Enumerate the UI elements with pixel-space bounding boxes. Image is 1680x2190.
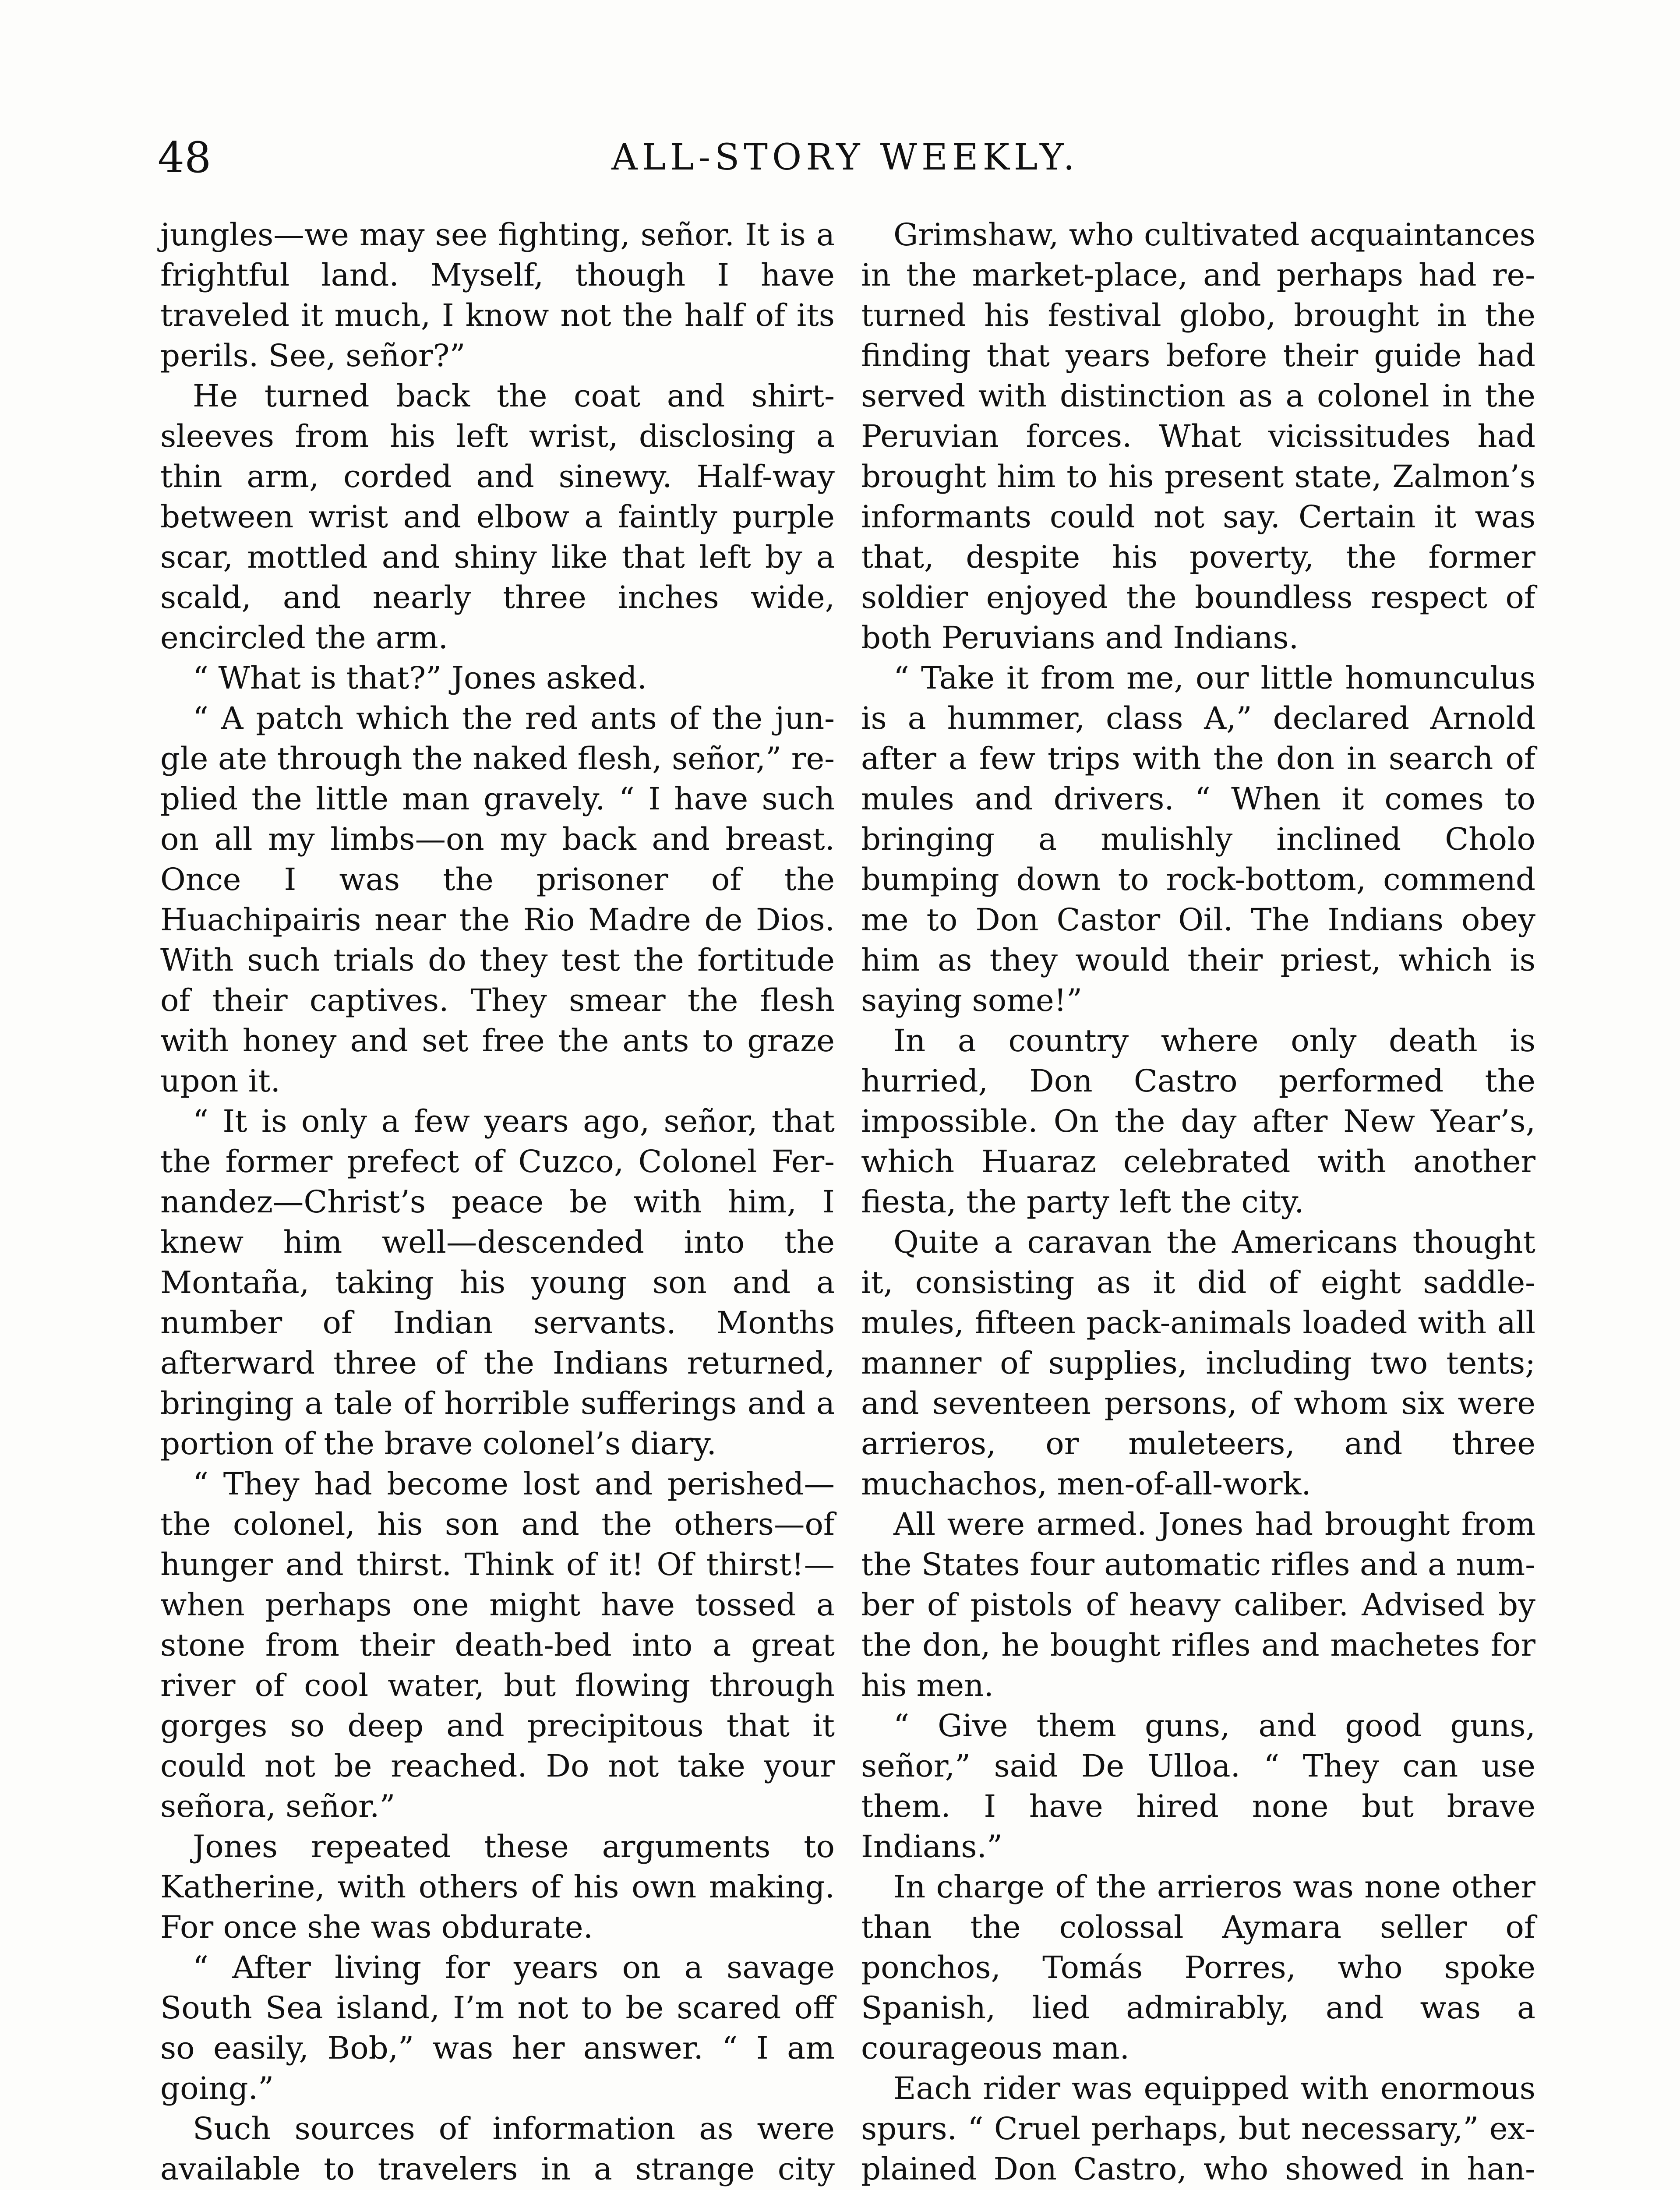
running-title: ALL-STORY WEEKLY. bbox=[611, 137, 1079, 178]
paragraph: “ After living for years on a savage South Sea island, I’m not to be scared off so easily, Bob,” was her answer. “ I am going.” bbox=[160, 1950, 835, 2106]
paragraph: All were armed. Jones had brought from the States four automatic rifles and a number of pistols of heavy caliber. Advised by the don, he bought rifles and machetes for his men. bbox=[861, 1506, 1535, 1703]
paragraph: jungles—we may see fighting, señor. It is a frightful land. Myself, though I have traveled it much, I know not the half of its perils. See, señor?” bbox=[160, 217, 835, 374]
paragraph: He turned back the coat and shirt-sleeves from his left wrist, disclosing a thin arm, corded and sinewy. Half-way between wrist and elbow a faintly purple scar, mottled and shiny like that left by a scald, and nearly three inches wide, encircled the arm. bbox=[160, 378, 835, 656]
paragraph: Each rider was equipped with enormous spurs. “ Cruel perhaps, but necessary,” explained Don Castro, who showed in han bbox=[861, 2070, 1535, 2187]
paragraph: In a country where only death is hurried, Don Castro performed the impossible. On the day after New Year’s, which Huaraz celebrated with another fiesta, the party left the city. bbox=[861, 1023, 1535, 1220]
paragraph: “ It is only a few years ago, señor, that the former prefect of Cuzco, Colonel Fernandez—Christ’s peace be with him, I knew him well—descended into the Montaña, taking his young son and a number of Indian servants. Months afterward three of the Indians returned, bringing a tale of horrible sufferings and a portion of the brave colonel’s diary. bbox=[160, 1103, 835, 1462]
paragraph: “ What is that?” Jones asked. bbox=[193, 660, 647, 696]
page-number: 48 bbox=[158, 133, 212, 182]
paragraph: “ A patch which the red ants of the jungle ate through the naked flesh, señor,” replied the little man gravely. “ I have such on all my limbs—on my back and breast. Once I was the prisoner of the Huachipairis near the Rio Madre de Dios. With such trials do they test the fortitude of their captives. They smear the flesh with honey and set free the ants to graze upon it. bbox=[160, 700, 835, 1099]
right-column bbox=[861, 215, 1535, 2190]
paragraph: “ Take it from me, our little homunculus is a hummer, class A,” declared Arnold after a few trips with the don in search of mules and drivers. “ When it comes to bringing a mulishly inclined Cholo bumping down to rock-bottom, commend me to Don Castor Oil. The Indians obey him as they would their priest, which is saying some!” bbox=[861, 660, 1535, 1018]
paragraph: In charge of the arrieros was none other than the colossal Aymara seller of ponchos, Tomás Porres, who spoke Spanish, lied admirably, and was a courageous man. bbox=[861, 1869, 1535, 2066]
paragraph: “ They had become lost and perished—the colonel, his son and the others—of hunger and thirst. Think of it! Of thirst!—when perhaps one might have tossed a stone from their death-bed into a great river of cool water, but flowing through gorges so deep and precipitous that it could not be reached. Do not take your señora, señor.” bbox=[160, 1466, 835, 1824]
paragraph: Jones repeated these arguments to Katherine, with others of his own making. For once she was obdurate. bbox=[160, 1829, 835, 1945]
paragraph: “ Give them guns, and good guns, señor,” said De Ulloa. “ They can use them. I have hired none but brave Indians.” bbox=[861, 1708, 1535, 1865]
paragraph: Such sources of information as were available to travelers in a strange city bbox=[160, 2111, 835, 2187]
paragraph: Grimshaw, who cultivated acquaintances in the market-place, and perhaps had returned his festival globo, brought in the finding that years before their guide had served with distinction as a colonel in the Peruvian forces. What vicissitudes had brought him to his present state, Zalmon’s informants could not say. Certain it was that, despite his poverty, the former soldier enjoyed the boundless respect of both Peruvians and Indians. bbox=[861, 217, 1535, 656]
page-header bbox=[158, 131, 1533, 193]
left-column bbox=[160, 215, 835, 2190]
paragraph: Quite a caravan the Americans thought it, consisting as it did of eight saddle-mules, fifteen pack-animals loaded with all manner of supplies, including two tents; and seventeen persons, of whom six were arrieros, or muleteers, and three muchachos, men-of-all-work. bbox=[861, 1224, 1535, 1502]
